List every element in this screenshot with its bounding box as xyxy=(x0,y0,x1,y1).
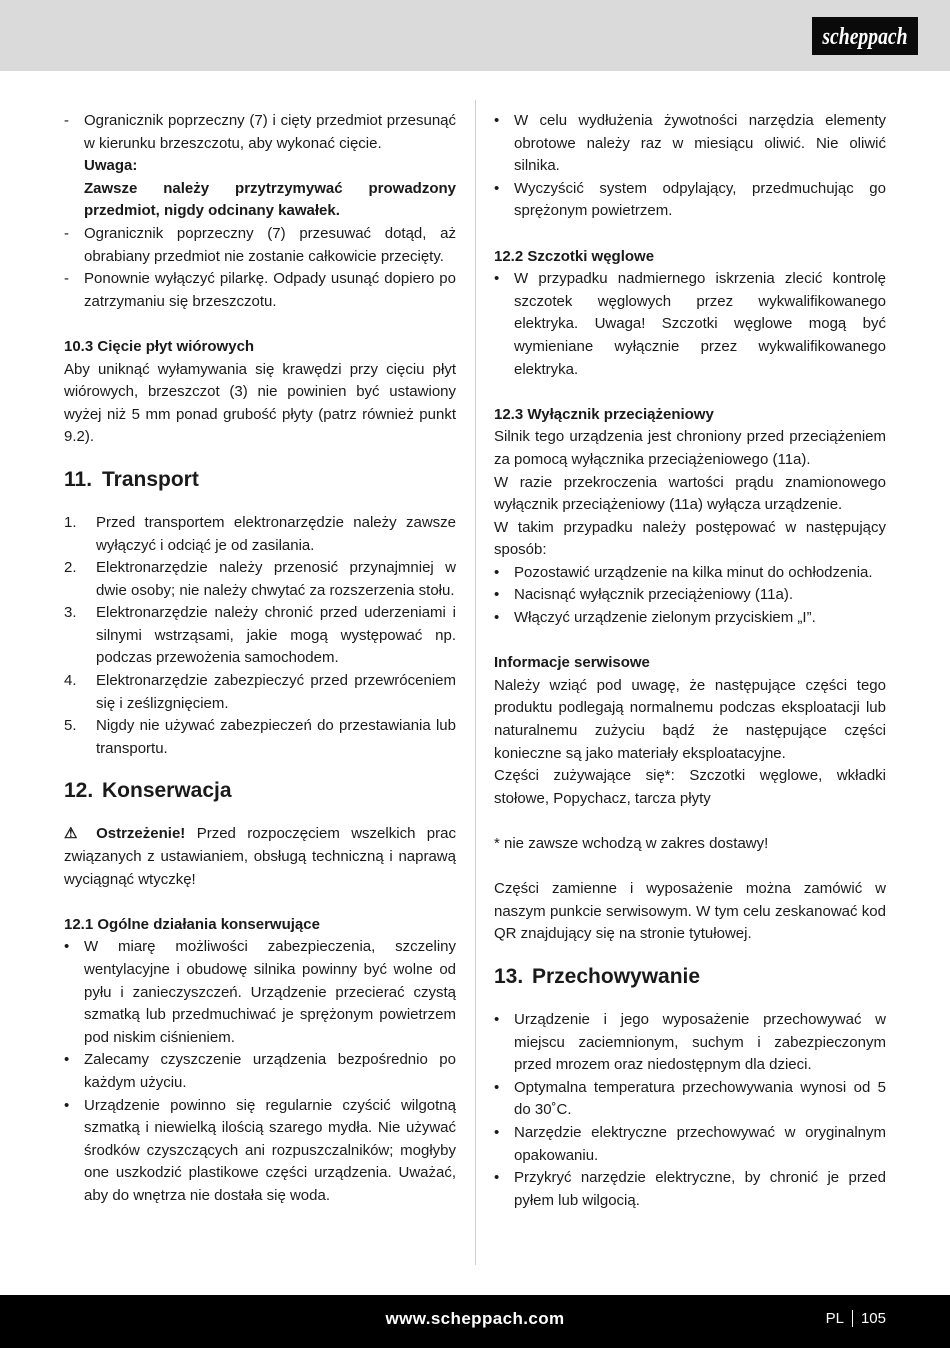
section-title-12-2: 12.2 Szczotki węglowe xyxy=(494,247,655,265)
item-number: 3. xyxy=(64,604,77,622)
bullet-marker: • xyxy=(494,586,500,604)
heading-konserwacja xyxy=(64,777,456,805)
bullet-marker: • xyxy=(494,270,500,288)
page-indicator xyxy=(826,1310,886,1327)
list-item-text: Urządzenie i jego wyposażenie przechowywać w miejscu zaciemnionym, suchym i zabezpieczonym przed mrozem oraz niedostępnym dla dzieci. xyxy=(514,1010,886,1074)
paragraph: Części zużywające się*: Szczotki węglowe, wkładki stołowe, Popychacz, tarcza płyty xyxy=(494,767,886,807)
bullet-marker: • xyxy=(494,563,500,581)
left-column xyxy=(64,110,456,1208)
item-text: Elektronarzędzie należy przenosić przynajmniej w dwie osoby; nie należy chwytać za rozszerzenia stołu. xyxy=(96,559,456,599)
item-text: Elektronarzędzie należy chronić przed uderzeniami i silnymi wstrząsami, jakie mogą występować np. podczas przewożenia samochodem. xyxy=(96,604,456,667)
section-text-10-3: Aby uniknąć wyłamywania się krawędzi przy cięciu płyt wiórowych, brzeszczot (3) nie powinien być ustawiony wyżej niż 5 mm ponad grubość płyty (patrz również punkt 9.2). xyxy=(64,360,456,446)
list-item-text: Włączyć urządzenie zielonym przyciskiem „I”. xyxy=(514,609,816,627)
separator xyxy=(852,1310,853,1327)
paragraph: Silnik tego urządzenia jest chroniony przed przeciążeniem za pomocą wyłącznika przeciążeniowego (11a). xyxy=(494,428,886,468)
list-item-text: W miarę możliwości zabezpieczenia, szczeliny wentylacyjne i obudowę silnika powinny być wolne od pyłu i zanieczyszczeń. Urządzenie przecierać czystą szmatką lub przedmuchiwać je sprężonym powietrzem pod niskim ciśnieniem. xyxy=(84,938,456,1046)
list-item xyxy=(64,110,456,223)
list-item xyxy=(494,1122,886,1167)
list-item xyxy=(64,268,456,313)
warning-label: Ostrzeżenie! xyxy=(96,825,186,843)
list-item xyxy=(494,607,886,630)
section-title-service: Informacje serwisowe xyxy=(494,654,650,672)
list-item xyxy=(494,1167,886,1212)
list-item xyxy=(494,1077,886,1122)
list-item xyxy=(64,1095,456,1208)
list-item-text: Pozostawić urządzenie na kilka minut do ochłodzenia. xyxy=(514,563,873,581)
numbered-item xyxy=(64,715,456,760)
list-item-text: Narzędzie elektryczne przechowywać w oryginalnym opakowaniu. xyxy=(514,1123,886,1164)
heading-title: Konserwacja xyxy=(102,779,232,803)
dash-marker: - xyxy=(64,224,69,242)
heading-przechowywanie xyxy=(494,963,886,991)
list-item-text: Ogranicznik poprzeczny (7) i cięty przedmiot przesunąć w kierunku brzeszczotu, aby wykonać cięcie. xyxy=(84,112,456,152)
note-label: Uwaga: xyxy=(84,157,138,175)
item-number: 2. xyxy=(64,559,77,577)
item-text: Przed transportem elektronarzędzie należy zawsze wyłączyć i odciąć je od zasilania. xyxy=(96,513,456,554)
item-number: 4. xyxy=(64,672,77,690)
list-item xyxy=(64,936,456,1049)
bullet-marker: • xyxy=(494,1078,500,1096)
paragraph: W razie przekroczenia wartości prądu znamionowego wyłącznik przeciążeniowy (11a) wyłącza urządzenie. xyxy=(494,473,886,514)
scheppach-logo-icon xyxy=(812,17,918,55)
list-item-text: Zalecamy czyszczenie urządzenia bezpośrednio po każdym użyciu. xyxy=(84,1051,456,1091)
list-item-text: Ponownie wyłączyć pilarkę. Odpady usunąć dopiero po zatrzymaniu się brzeszczotu. xyxy=(84,270,456,310)
list-item-text: Optymalna temperatura przechowywania wynosi od 5 do 30˚C. xyxy=(514,1078,886,1119)
item-number: 5. xyxy=(64,717,77,735)
section-title-12-3: 12.3 Wyłącznik przeciążeniowy xyxy=(494,405,714,423)
brand-logo xyxy=(812,17,918,55)
heading-title: Transport xyxy=(102,467,199,491)
bullet-marker: • xyxy=(494,179,500,197)
list-item xyxy=(494,178,886,223)
dash-marker: - xyxy=(64,270,69,288)
list-item xyxy=(494,1009,886,1077)
bullet-marker: • xyxy=(494,1010,500,1028)
list-item xyxy=(64,1049,456,1094)
column-divider xyxy=(475,100,476,1265)
bullet-marker: • xyxy=(494,112,500,129)
right-column xyxy=(494,110,886,1212)
heading-transport xyxy=(64,466,456,494)
footer-bar xyxy=(0,1295,950,1348)
list-item-text: Przykryć narzędzie elektryczne, by chronić je przed pyłem lub wilgocią. xyxy=(514,1169,886,1209)
page-number: 105 xyxy=(860,1310,886,1327)
paragraph: W takim przypadku należy postępować w następujący sposób: xyxy=(494,518,886,559)
paragraph: Części zamienne i wyposażenie można zamówić w naszym punkcie serwisowym. W tym celu zeskanować kod QR znajdujący się na stronie tytułowej. xyxy=(494,880,886,943)
list-item xyxy=(494,110,886,178)
numbered-item xyxy=(64,512,456,557)
bullet-marker: • xyxy=(64,938,70,956)
note-text: Zawsze należy przytrzymywać prowadzony przedmiot, nigdy odcinany kawałek. xyxy=(84,179,456,220)
list-item-text: Ogranicznik poprzeczny (7) przesuwać dotąd, aż obrabiany przedmiot nie zostanie całkowicie przecięty. xyxy=(84,224,456,265)
list-item xyxy=(494,562,886,585)
list-item-text: Urządzenie powinno się regularnie czyścić wilgotną szmatką i niewielką ilością szarego mydła. Nie używać środków czyszczących ani rozpuszczalników; mogłyby one uszkodzić plastikowe części urządzenia. Uważać, aby do wnętrza nie dostała się woda. xyxy=(84,1096,456,1204)
numbered-item xyxy=(64,670,456,715)
svg-text:scheppach: scheppach xyxy=(822,22,908,50)
list-item-text: W celu wydłużenia żywotności narzędzia elementy obrotowe należy raz w miesiącu oliwić. Nie oliwić silnika. xyxy=(514,112,886,175)
heading-number: 12. xyxy=(64,779,94,803)
paragraph: Należy wziąć pod uwagę, że następujące części tego produktu podlegają normalnemu podczas eksploatacji lub naturalnemu zużyciu bądź że następujące części konieczne są jako materiały eksploatacyjne. xyxy=(494,676,886,762)
bullet-marker: • xyxy=(64,1051,70,1069)
list-item xyxy=(494,268,886,381)
list-item-text: Wyczyścić system odpylający, przedmuchując go sprężonym powietrzem. xyxy=(514,179,886,220)
website-link[interactable]: www.scheppach.com xyxy=(385,1309,565,1328)
item-text: Elektronarzędzie zabezpieczyć przed przewróceniem się i ześlizgnięciem. xyxy=(96,672,456,712)
list-item xyxy=(64,223,456,268)
warning-icon: ⚠ xyxy=(64,825,85,843)
heading-number: 13. xyxy=(494,964,524,988)
footnote: * nie zawsze wchodzą w zakres dostawy! xyxy=(494,835,769,852)
header-bar xyxy=(0,0,950,71)
numbered-item xyxy=(64,602,456,670)
heading-number: 11. xyxy=(64,467,93,491)
bullet-marker: • xyxy=(64,1096,70,1114)
warning-text: Przed rozpoczęciem wszelkich prac związanych z ustawianiem, obsługą techniczną i naprawą wyciągnąć wtyczkę! xyxy=(64,825,456,888)
dash-marker: - xyxy=(64,112,69,129)
bullet-marker: • xyxy=(494,1123,500,1141)
item-number: 1. xyxy=(64,513,77,531)
list-item xyxy=(494,584,886,607)
bullet-marker: • xyxy=(494,609,500,627)
section-title-12-1: 12.1 Ogólne działania konserwujące xyxy=(64,915,320,933)
bullet-marker: • xyxy=(494,1169,500,1187)
list-item-text: Nacisnąć wyłącznik przeciążeniowy (11a). xyxy=(514,586,793,604)
language-code: PL xyxy=(825,1310,844,1327)
item-text: Nigdy nie używać zabezpieczeń do przestawiania lub transportu. xyxy=(96,717,456,757)
list-item-text: W przypadku nadmiernego iskrzenia zlecić kontrolę szczotek węglowych przez wykwalifikowanego elektryka. Uwaga! Szczotki węglowe mogą być wymieniane wyłącznie przez wykwalifikowanego elektryka. xyxy=(514,270,886,378)
warning-paragraph xyxy=(64,823,456,891)
numbered-item xyxy=(64,557,456,602)
section-title-10-3: 10.3 Cięcie płyt wiórowych xyxy=(64,337,255,355)
heading-title: Przechowywanie xyxy=(532,964,701,988)
